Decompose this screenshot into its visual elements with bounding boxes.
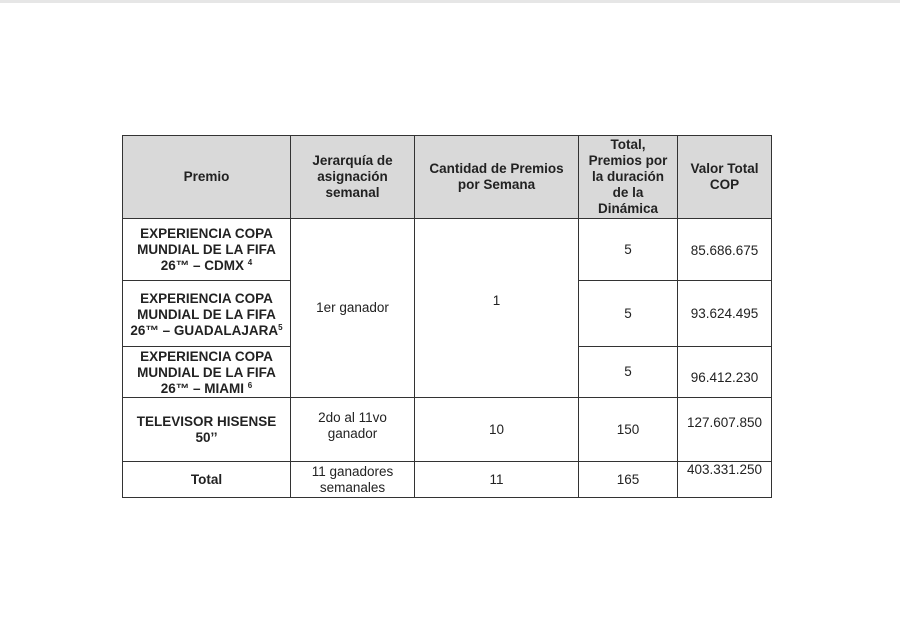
header-row: [123, 136, 772, 219]
valor-cell: 403.331.250: [678, 462, 772, 498]
premio-cell: [123, 347, 291, 398]
cantidad-cell: 1: [415, 219, 579, 398]
valor-cell: 127.607.850: [678, 398, 772, 462]
total-premios-cell: 5: [579, 347, 678, 398]
footnote-marker: 5: [278, 322, 283, 332]
header-jerarquia: Jerarquía de asignación semanal: [291, 136, 415, 219]
valor-cell: 96.412.230: [678, 347, 772, 398]
total-premios-cell: 150: [579, 398, 678, 462]
table-row: [123, 219, 772, 281]
footnote-marker: 6: [247, 380, 253, 390]
prizes-table: [122, 135, 772, 498]
total-premios-cell: 5: [579, 219, 678, 281]
footnote-marker: 4: [247, 257, 253, 267]
cantidad-cell: 11: [415, 462, 579, 498]
premio-cell: TELEVISOR HISENSE 50’’: [123, 398, 291, 462]
valor-cell: 85.686.675: [678, 219, 772, 281]
total-label: Total: [123, 462, 291, 498]
table-row: [123, 398, 772, 462]
premio-cell: [123, 281, 291, 347]
cantidad-cell: 10: [415, 398, 579, 462]
total-row: [123, 462, 772, 498]
premio-name: EXPERIENCIA COPA MUNDIAL DE LA FIFA 26™ – GUADALAJARA: [130, 290, 279, 338]
header-total-premios: Total, Premios por la duración de la Dinámica: [579, 136, 678, 219]
page-top-edge: [0, 0, 900, 3]
premio-cell: [123, 219, 291, 281]
valor-cell: 93.624.495: [678, 281, 772, 347]
total-premios-cell: 165: [579, 462, 678, 498]
header-premio: Premio: [123, 136, 291, 219]
header-valor: Valor Total COP: [678, 136, 772, 219]
jerarquia-cell: 1er ganador: [291, 219, 415, 398]
jerarquia-cell: 11 ganadores semanales: [291, 462, 415, 498]
header-cantidad: Cantidad de Premios por Semana: [415, 136, 579, 219]
premio-name: EXPERIENCIA COPA MUNDIAL DE LA FIFA 26™ – CDMX: [137, 225, 276, 273]
total-premios-cell: 5: [579, 281, 678, 347]
jerarquia-cell: 2do al 11vo ganador: [291, 398, 415, 462]
premio-name: EXPERIENCIA COPA MUNDIAL DE LA FIFA 26™ – MIAMI: [137, 348, 276, 396]
